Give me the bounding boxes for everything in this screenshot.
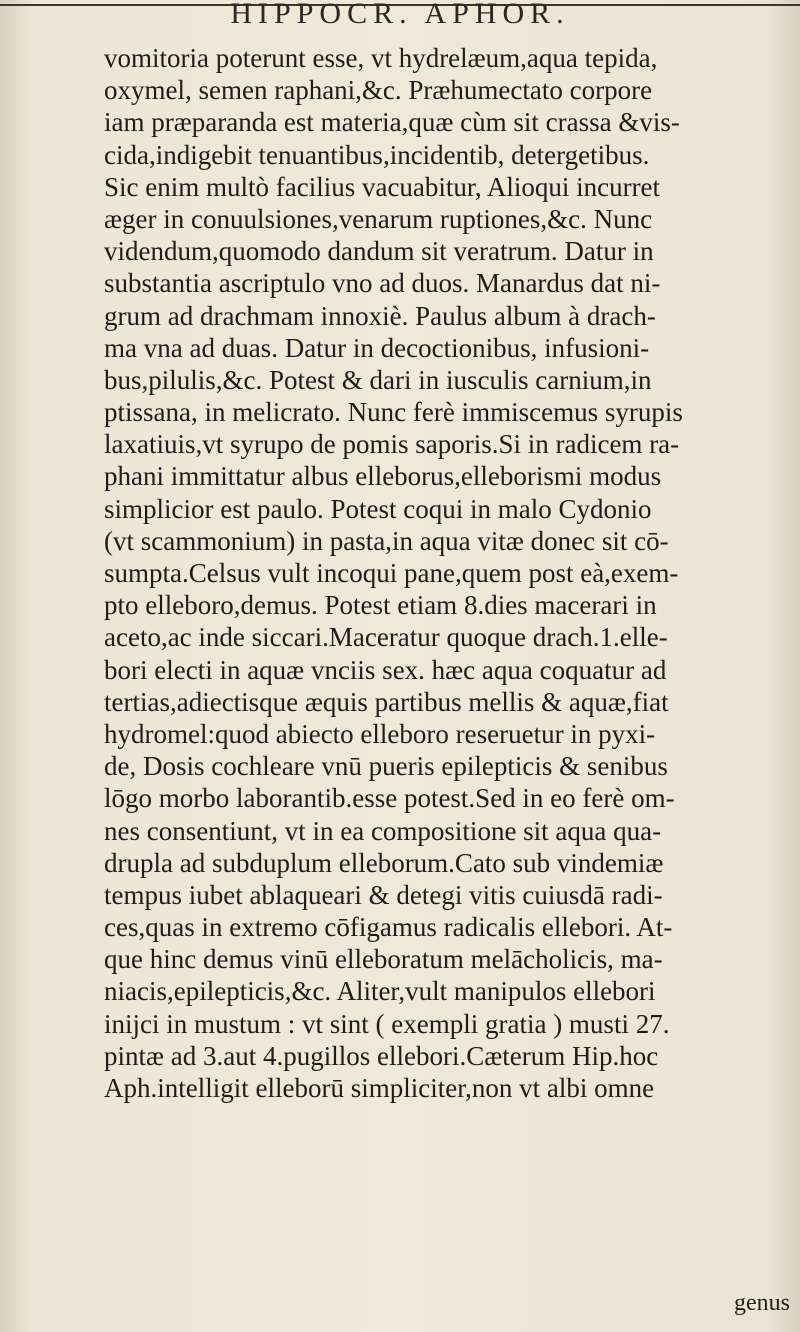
text-line: oxymel, semen raphani,&c. Præhumectato corpore xyxy=(104,75,653,106)
text-line: tertias,adiectisque æquis partibus mellis & aquæ,fiat xyxy=(104,686,669,717)
text-line: grum ad drachmam innoxiè. Paulus album à drach- xyxy=(104,300,656,331)
text-line: simplicior est paulo. Potest coqui in malo Cydonio xyxy=(104,493,652,524)
body-text xyxy=(104,42,794,1104)
text-line: hydromel:quod abiecto elleboro reseruetur in pyxi- xyxy=(104,718,656,749)
text-line: cida,indigebit tenuantibus,incidentib, detergetibus. xyxy=(104,139,650,170)
text-line: lōgo morbo laborantib.esse potest.Sed in eo ferè om- xyxy=(104,783,675,814)
text-line: sumpta.Celsus vult incoqui pane,quem post eà,exem- xyxy=(104,558,679,588)
catchword: genus xyxy=(734,1290,790,1316)
text-line: aceto,ac inde siccari.Maceratur quoque drach.1.elle- xyxy=(104,622,668,653)
text-line: pto elleboro,demus. Potest etiam 8.dies macerari in xyxy=(104,590,657,621)
text-line: Sic enim multò facilius vacuabitur, Alioqui incurret xyxy=(104,171,661,202)
text-line: inijci in mustum : vt sint ( exempli gratia ) musti 27. xyxy=(104,1008,670,1039)
text-line: ma vna ad duas. Datur in decoctionibus, infusioni- xyxy=(104,332,650,363)
text-line: ptissana, in melicrato. Nunc ferè immiscemus syrupis xyxy=(104,397,683,428)
text-line: de, Dosis cochleare vnū pueris epilepticis & senibus xyxy=(104,751,668,782)
text-line: æger in conuulsiones,venarum ruptiones,&c. Nunc xyxy=(104,203,653,234)
text-line: vomitoria poterunt esse, vt hydrelæum,aqua tepida, xyxy=(104,43,658,73)
text-line: tempus iubet ablaqueari & detegi vitis cuiusdā radi- xyxy=(104,879,663,910)
text-line: laxatiuis,vt syrupo de pomis saporis.Si in radicem ra- xyxy=(104,429,680,460)
text-line: (vt scammonium) in pasta,in aqua vitæ donec sit cō- xyxy=(104,525,669,556)
text-line: nes consentiunt, vt in ea compositione sit aqua qua- xyxy=(104,815,662,846)
running-head: HIPPOCR. APHOR. xyxy=(230,0,570,30)
text-line: videndum,quomodo dandum sit veratrum. Datur in xyxy=(104,236,654,267)
text-line: que hinc demus vinū elleboratum melācholicis, ma- xyxy=(104,944,663,975)
text-line: bus,pilulis,&c. Potest & dari in iusculis carnium,in xyxy=(104,364,652,395)
text-line: niacis,epilepticis,&c. Aliter,vult manipulos ellebori xyxy=(104,976,656,1007)
text-line: drupla ad subduplum elleborum.Cato sub vindemiæ xyxy=(104,847,664,878)
text-line: phani immittatur albus elleborus,elleborismi modus xyxy=(104,461,662,492)
text-line: iam præparanda est materia,quæ cùm sit crassa &vis- xyxy=(104,107,680,138)
text-line: pintæ ad 3.aut 4.pugillos ellebori.Cæterum Hip.hoc xyxy=(104,1040,659,1071)
text-line: bori electi in aquæ vnciis sex. hæc aqua coquatur ad xyxy=(104,654,667,685)
text-line: ces,quas in extremo cōfigamus radicalis ellebori. At- xyxy=(104,912,673,943)
text-line: substantia ascriptulo vno ad duos. Manardus dat ni- xyxy=(104,268,661,299)
text-line: Aph.intelligit elleborū simpliciter,non vt albi omne xyxy=(104,1073,655,1103)
